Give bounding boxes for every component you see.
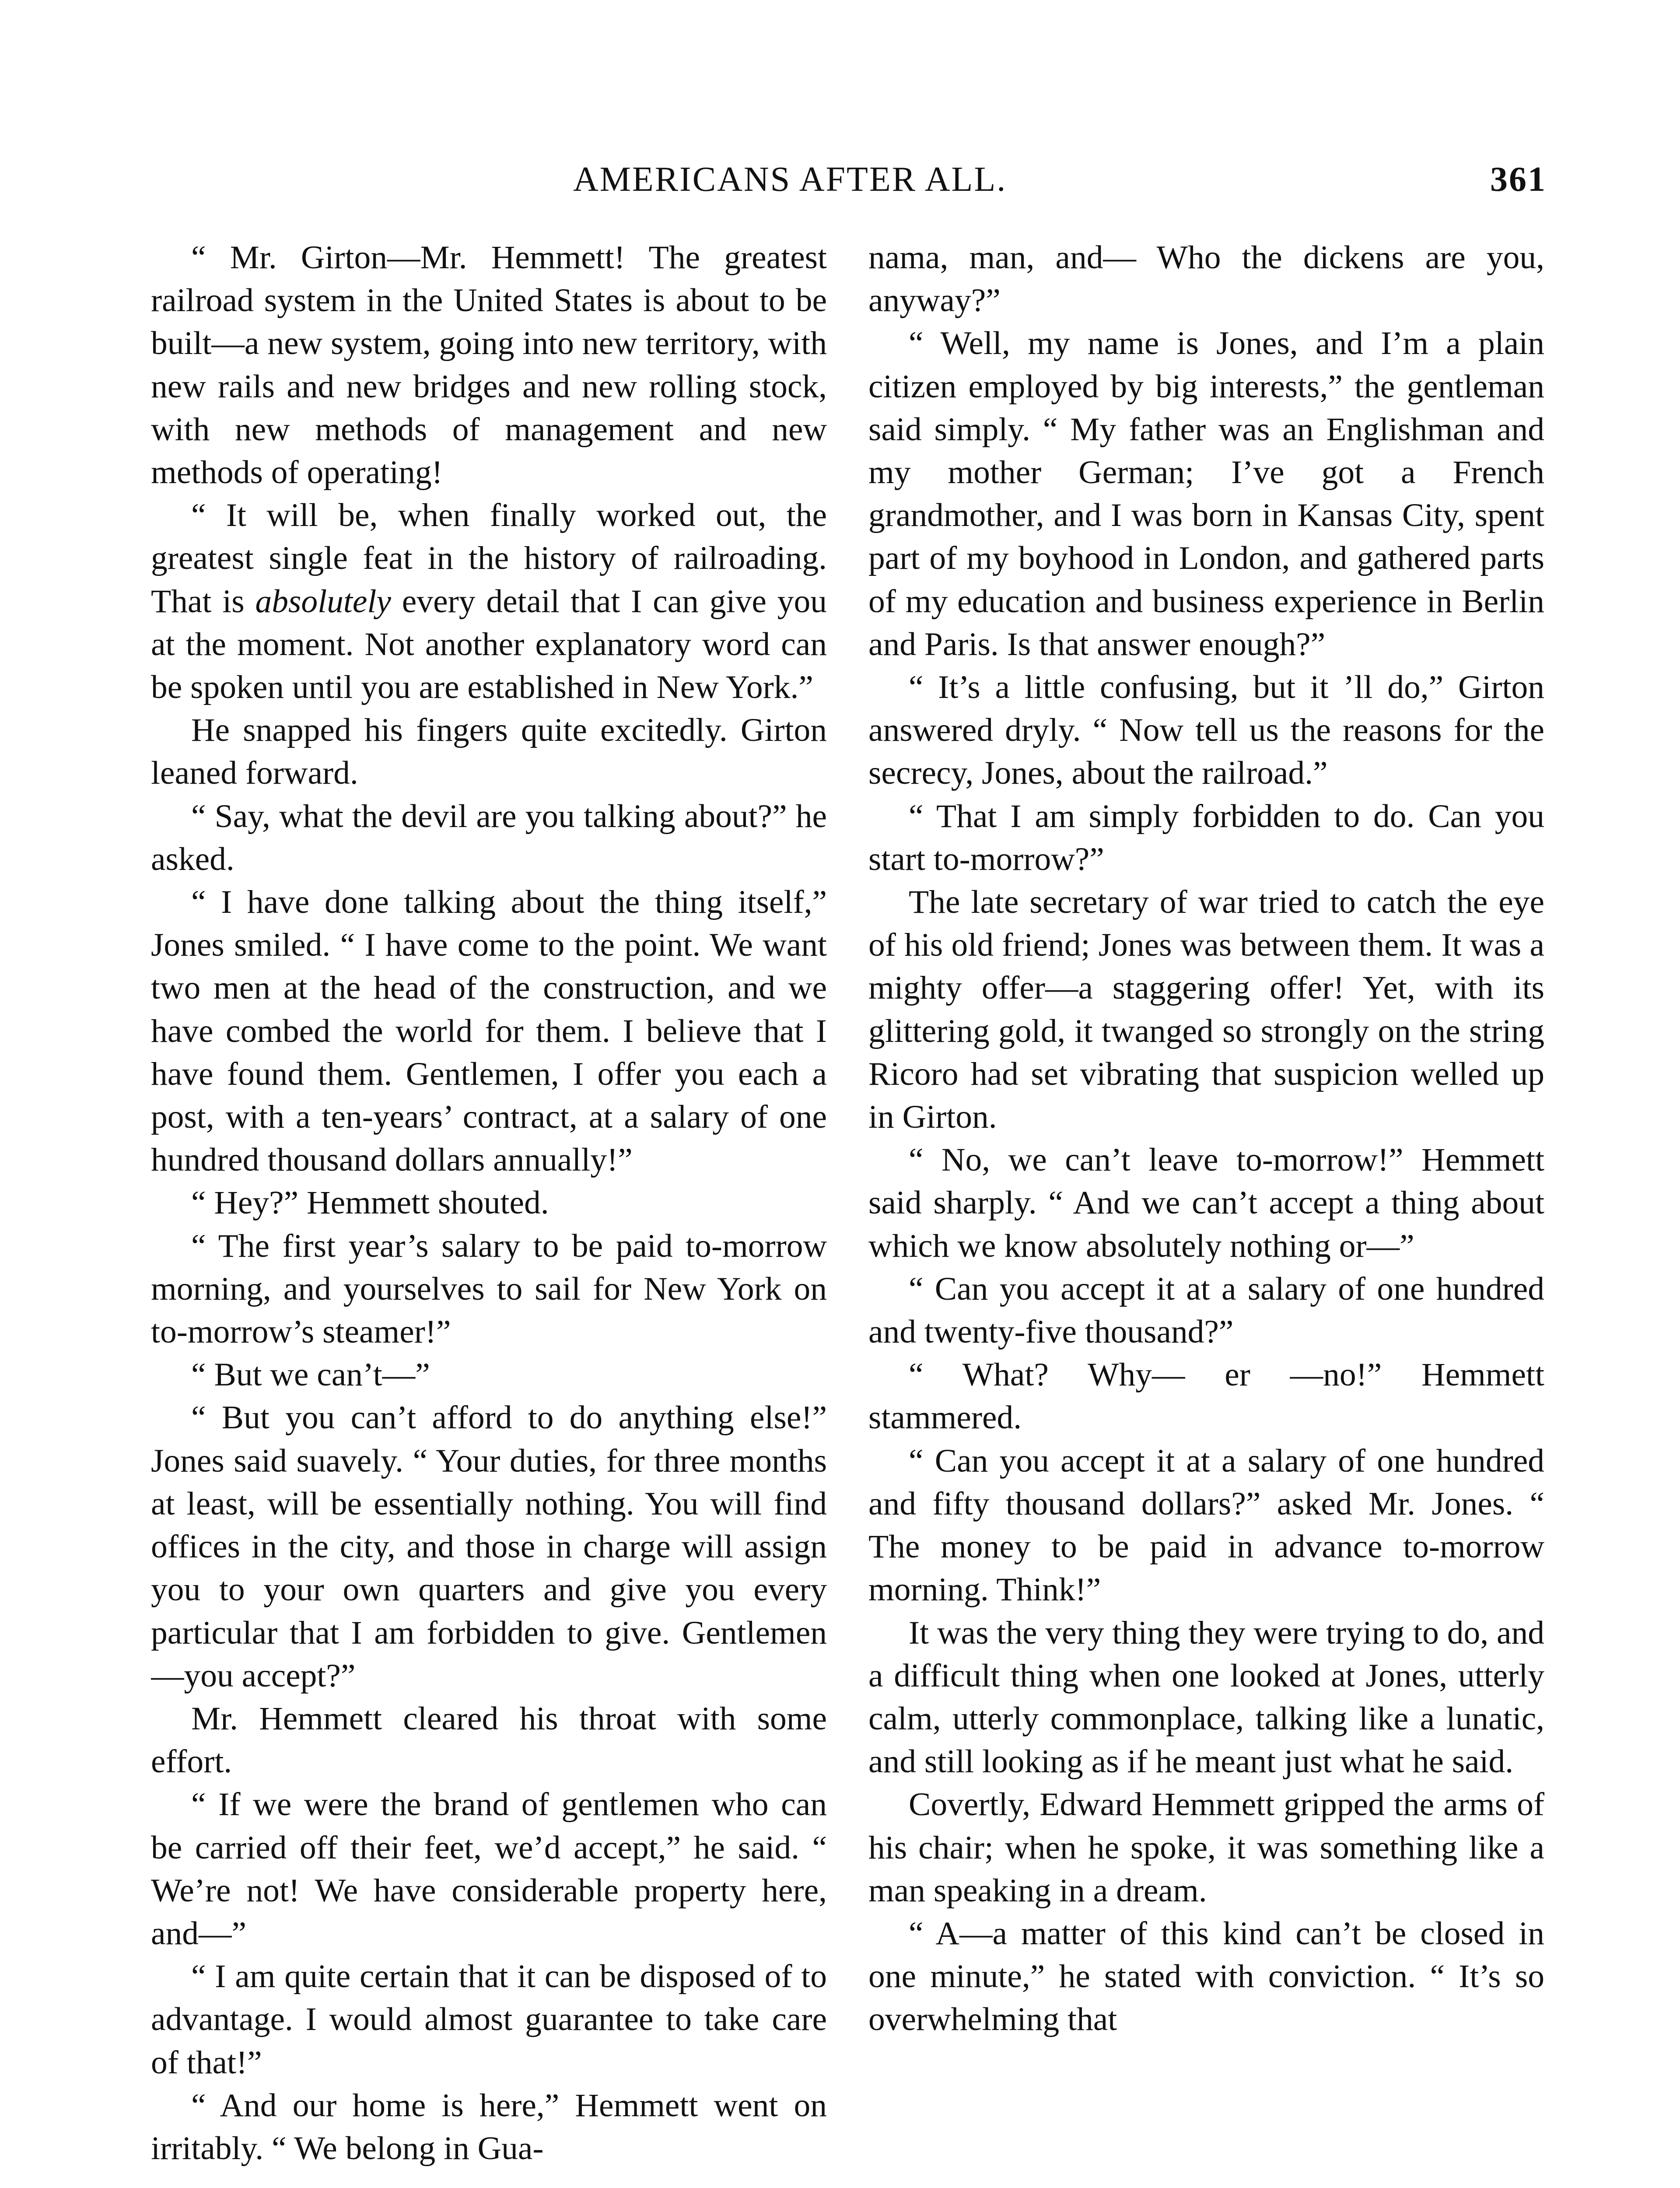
paragraph: “ Can you accept it at a salary of one hundred and fifty thousand dollars?” asked Mr. Jones. “ The money to be paid in advance to-morrow morning. Think!” [868,1442,1544,1608]
running-title: AMERICANS AFTER ALL. [573,160,1007,199]
paragraph [151,494,827,709]
paragraph: “ And our home is here,” Hemmett went on irritably. “ We belong in Gua- [151,2087,827,2167]
paragraph-continuation: nama, man, and— Who the dickens are you, anyway?” [868,239,1544,319]
paragraph: The late secretary of war tried to catch the eye of his old friend; Jones was between them. It was a mighty offer—a staggering offer! Yet, with its glittering gold, it twanged so strongly on the string Ricoro had set vibrating that suspicion welled up in Girton. [868,884,1544,1136]
paragraph: “ I have done talking about the thing itself,” Jones smiled. “ I have come to the point. We want two men at the head of the construction, and we have combed the world for them. I believe that I have found them. Gentlemen, I offer you each a post, with a ten-years’ contract, at a salary of one hundred thousand dollars annually!” [151,884,827,1178]
emphasized-word: absolutely [255,583,391,620]
paragraph: Covertly, Edward Hemmett gripped the arms of his chair; when he spoke, it was something like a man speaking in a dream. [868,1786,1544,1909]
paragraph-text: every detail that I can give you at the moment. Not another explanatory word can be spoken until you are established in New York.” [151,583,827,706]
right-text-column [868,236,1544,2188]
page-number: 361 [1490,160,1547,199]
paragraph: “ Mr. Girton—Mr. Hemmett! The greatest railroad system in the United States is about to be built—a new system, going into new territory, with new rails and new bridges and new rolling stock, with new methods of management and new methods of operating! [151,239,827,491]
paragraph: “ What? Why— er —no!” Hemmett stammered. [868,1357,1544,1436]
paragraph: “ But you can’t afford to do anything else!” Jones said suavely. “ Your duties, for three months at least, will be essentially nothing. You will find offices in the city, and those in charge will assign you to your own quarters and give you every particular that I am forbidden to give. Gentlemen—you accept?” [151,1399,827,1694]
paragraph: Mr. Hemmett cleared his throat with some effort. [151,1700,827,1780]
paragraph: “ Well, my name is Jones, and I’m a plain citizen employed by big interests,” the gentleman said simply. “ My father was an Englishman and my mother German; I’ve got a French grandmother, and I was born in Kansas City, spent part of my boyhood in London, and gathered parts of my education and business experience in Berlin and Paris. Is that answer enough?” [868,325,1544,663]
paragraph: “ Say, what the devil are you talking about?” he asked. [151,798,827,877]
paragraph: He snapped his fingers quite excitedly. Girton leaned forward. [151,712,827,792]
paragraph: It was the very thing they were trying to do, and a difficult thing when one looked at Jones, utterly calm, utterly commonplace, talking like a lunatic, and still looking as if he meant just what he said. [868,1614,1544,1780]
left-text-column [151,236,827,2188]
paragraph: “ If we were the brand of gentlemen who can be carried off their feet, we’d accept,” he said. “ We’re not! We have considerable property here, and—” [151,1786,827,1952]
paragraph: “ No, we can’t leave to-morrow!” Hemmett said sharply. “ And we can’t accept a thing about which we know absolutely nothing or—” [868,1142,1544,1264]
paragraph: “ A—a matter of this kind can’t be closed in one minute,” he stated with conviction. “ It’s so overwhelming that [868,1915,1544,2038]
running-header [573,155,1547,203]
paragraph: “ I am quite certain that it can be disposed of to advantage. I would almost guarantee to take care of that!” [151,1958,827,2081]
paragraph: “ Can you accept it at a salary of one hundred and twenty-five thousand?” [868,1270,1544,1350]
paragraph: “ The first year’s salary to be paid to-morrow morning, and yourselves to sail for New York on to-morrow’s steamer!” [151,1227,827,1350]
paragraph-text: “ It will be, when finally worked out, the greatest single feat in the history of railroading. That is [151,497,827,620]
paragraph: “ But we can’t—” [191,1357,430,1393]
paragraph: “ It’s a little confusing, but it ’ll do,” Girton answered dryly. “ Now tell us the reasons for the secrecy, Jones, about the railroad.” [868,669,1544,792]
paragraph: “ Hey?” Hemmett shouted. [191,1185,549,1221]
paragraph: “ That I am simply forbidden to do. Can you start to-morrow?” [868,798,1544,877]
